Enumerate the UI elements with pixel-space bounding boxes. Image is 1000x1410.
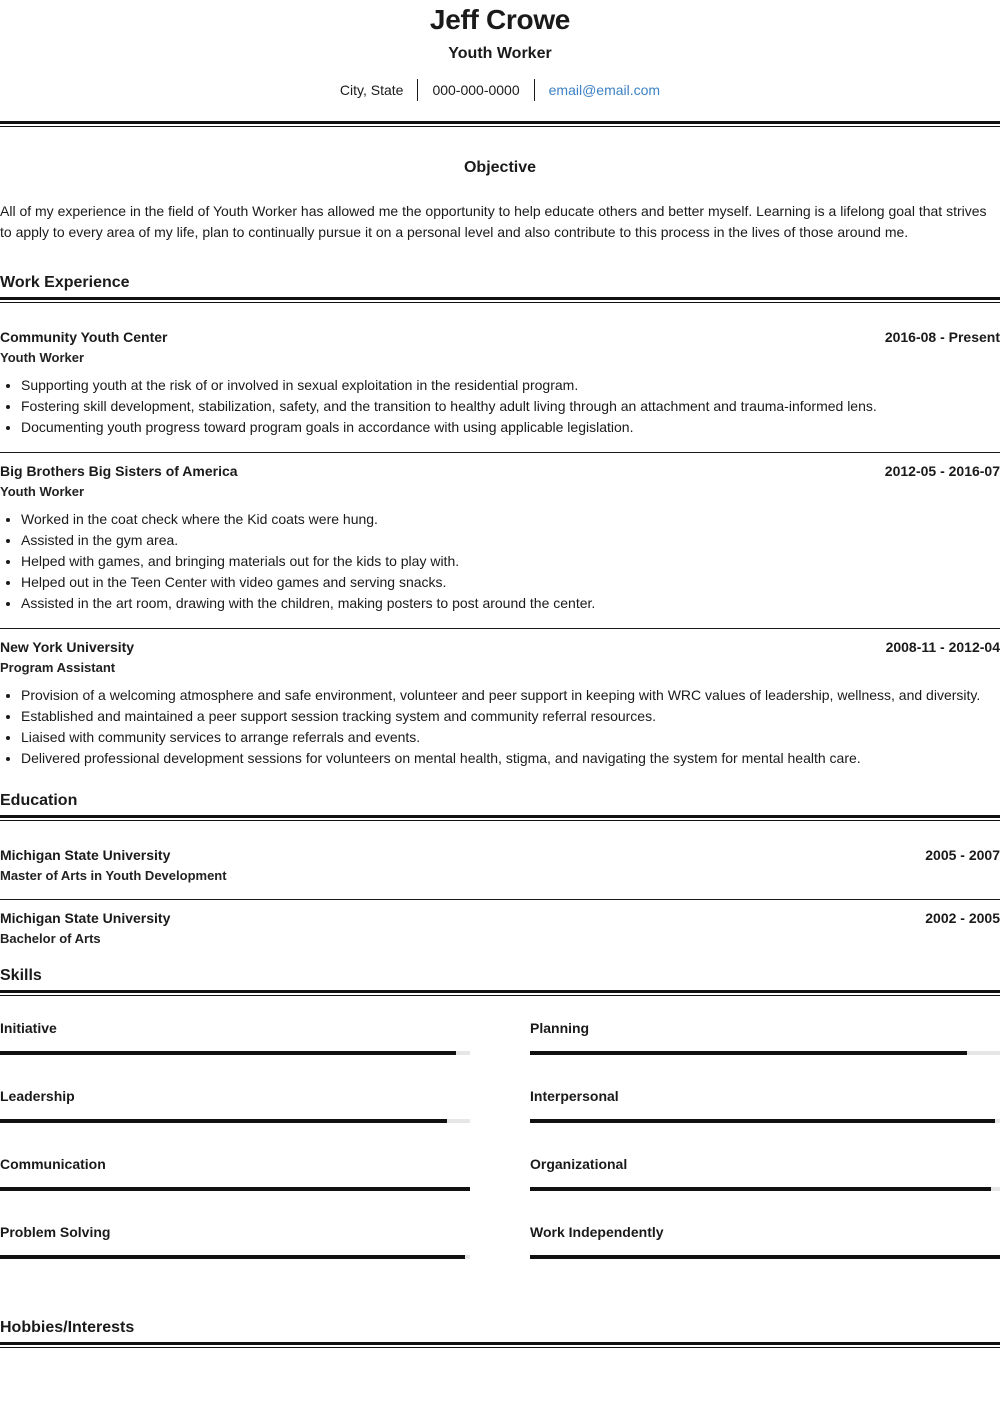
duty-item: • Documenting youth progress toward program goals in accordance with using applicable legislation.: [21, 417, 1000, 438]
job-title: Youth Worker: [0, 350, 85, 365]
duty-item: • Assisted in the gym area.: [21, 530, 1000, 551]
work-entry: [0, 303, 1000, 453]
work-entry: [0, 453, 1000, 629]
skill-name: Communication: [0, 1156, 106, 1172]
skills-section: [0, 966, 1000, 1268]
skill-item: [0, 996, 470, 1064]
employer-name: Big Brothers Big Sisters of America: [0, 463, 238, 479]
skill-level-bar: [0, 1051, 470, 1055]
employment-dates: 2008-11 - 2012-04: [885, 639, 1000, 655]
school-name: Michigan State University: [0, 847, 171, 863]
skill-level-bar: [530, 1255, 1000, 1259]
contact-bar: [0, 79, 1000, 101]
school-name: Michigan State University: [0, 910, 171, 926]
section-rule: [0, 297, 1000, 303]
skill-name: Interpersonal: [530, 1088, 619, 1104]
skill-level-bar: [0, 1187, 470, 1191]
candidate-title: Youth Worker: [448, 45, 552, 62]
skill-level-fill: [530, 1119, 995, 1123]
skill-name: Work Independently: [530, 1224, 664, 1240]
employment-dates: 2016-08 - Present: [884, 329, 1000, 345]
skill-item: [0, 1200, 470, 1268]
resume-header: [0, 0, 1000, 127]
skill-level-fill: [0, 1119, 447, 1123]
duty-item: • Helped with games, and bringing materials out for the kids to play with.: [21, 551, 1000, 572]
work-experience-heading: Work Experience: [0, 274, 130, 291]
skill-level-bar: [530, 1119, 1000, 1123]
employer-name: New York University: [0, 639, 135, 655]
skill-level-bar: [530, 1187, 1000, 1191]
duty-item: • Helped out in the Teen Center with video games and serving snacks.: [21, 572, 1000, 593]
location-text: City, State: [339, 82, 404, 98]
duty-item: • Liaised with community services to arrange referrals and events.: [21, 727, 1000, 748]
skill-item: [530, 1132, 1000, 1200]
degree-name: Bachelor of Arts: [0, 931, 101, 946]
duty-item: • Established and maintained a peer support session tracking system and community referral resources.: [21, 706, 1000, 727]
education-section: [0, 791, 1000, 962]
job-title: Program Assistant: [0, 660, 116, 675]
skill-level-bar: [0, 1255, 470, 1259]
objective-section: [0, 158, 1000, 243]
skill-level-fill: [530, 1051, 967, 1055]
skills-grid: [0, 996, 1000, 1268]
skill-item: [530, 1064, 1000, 1132]
duty-item: • Fostering skill development, stabilization, safety, and the transition to healthy adult living through an attachment and trauma-informed lens.: [21, 396, 1000, 417]
education-heading: Education: [0, 792, 78, 809]
email-link[interactable]: email@email.com: [548, 82, 661, 98]
study-dates: 2005 - 2007: [925, 847, 1000, 863]
skill-level-fill: [0, 1187, 470, 1191]
candidate-name: Jeff Crowe: [429, 4, 571, 35]
skill-level-bar: [0, 1119, 470, 1123]
skill-item: [530, 996, 1000, 1064]
hobbies-heading: Hobbies/Interests: [0, 1319, 135, 1336]
skill-name: Leadership: [0, 1088, 75, 1104]
objective-heading: Objective: [463, 159, 537, 176]
skill-level-fill: [0, 1051, 456, 1055]
work-entry: [0, 629, 1000, 783]
section-rule: [0, 1342, 1000, 1348]
hobbies-section: [0, 1318, 1000, 1348]
skill-item: [0, 1132, 470, 1200]
duty-item: • Assisted in the art room, drawing with the children, making posters to post around the center.: [21, 593, 1000, 614]
duty-list: [0, 685, 1000, 769]
section-rule: [0, 815, 1000, 821]
education-entry: [0, 900, 1000, 962]
skill-level-bar: [530, 1051, 1000, 1055]
duty-list: [0, 375, 1000, 438]
education-entry: [0, 821, 1000, 900]
skill-item: [0, 1064, 470, 1132]
skill-level-fill: [530, 1187, 991, 1191]
duty-list: [0, 509, 1000, 614]
skill-level-fill: [0, 1255, 465, 1259]
objective-text: All of my experience in the field of Youth Worker has allowed me the opportunity to help educate others and better myself. Learning is a lifelong goal that strives to apply to every area of my life, plan to continually pursue it on a personal level and also contribute to this process in the lives of those around me.: [0, 203, 987, 240]
skill-name: Planning: [530, 1020, 590, 1036]
study-dates: 2002 - 2005: [925, 910, 1000, 926]
duty-item: • Delivered professional development sessions for volunteers on mental health, stigma, and navigating the system for mental health care.: [21, 748, 1000, 769]
skill-item: [530, 1200, 1000, 1268]
header-rule: [0, 121, 1000, 127]
skill-name: Problem Solving: [0, 1224, 111, 1240]
employer-name: Community Youth Center: [0, 329, 168, 345]
duty-item: • Supporting youth at the risk of or involved in sexual exploitation in the residential program.: [21, 375, 1000, 396]
degree-name: Master of Arts in Youth Development: [0, 868, 227, 883]
skill-name: Initiative: [0, 1020, 57, 1036]
work-experience-section: [0, 273, 1000, 783]
skills-heading: Skills: [0, 967, 42, 984]
job-title: Youth Worker: [0, 484, 85, 499]
duty-item: • Provision of a welcoming atmosphere and safe environment, volunteer and peer support in keeping with WRC values of leadership, wellness, and diversity.: [21, 685, 1000, 706]
skill-level-fill: [530, 1255, 1000, 1259]
skill-name: Organizational: [530, 1156, 628, 1172]
phone-text: 000-000-0000: [432, 82, 520, 98]
employment-dates: 2012-05 - 2016-07: [884, 463, 1000, 479]
duty-item: • Worked in the coat check where the Kid coats were hung.: [21, 509, 1000, 530]
